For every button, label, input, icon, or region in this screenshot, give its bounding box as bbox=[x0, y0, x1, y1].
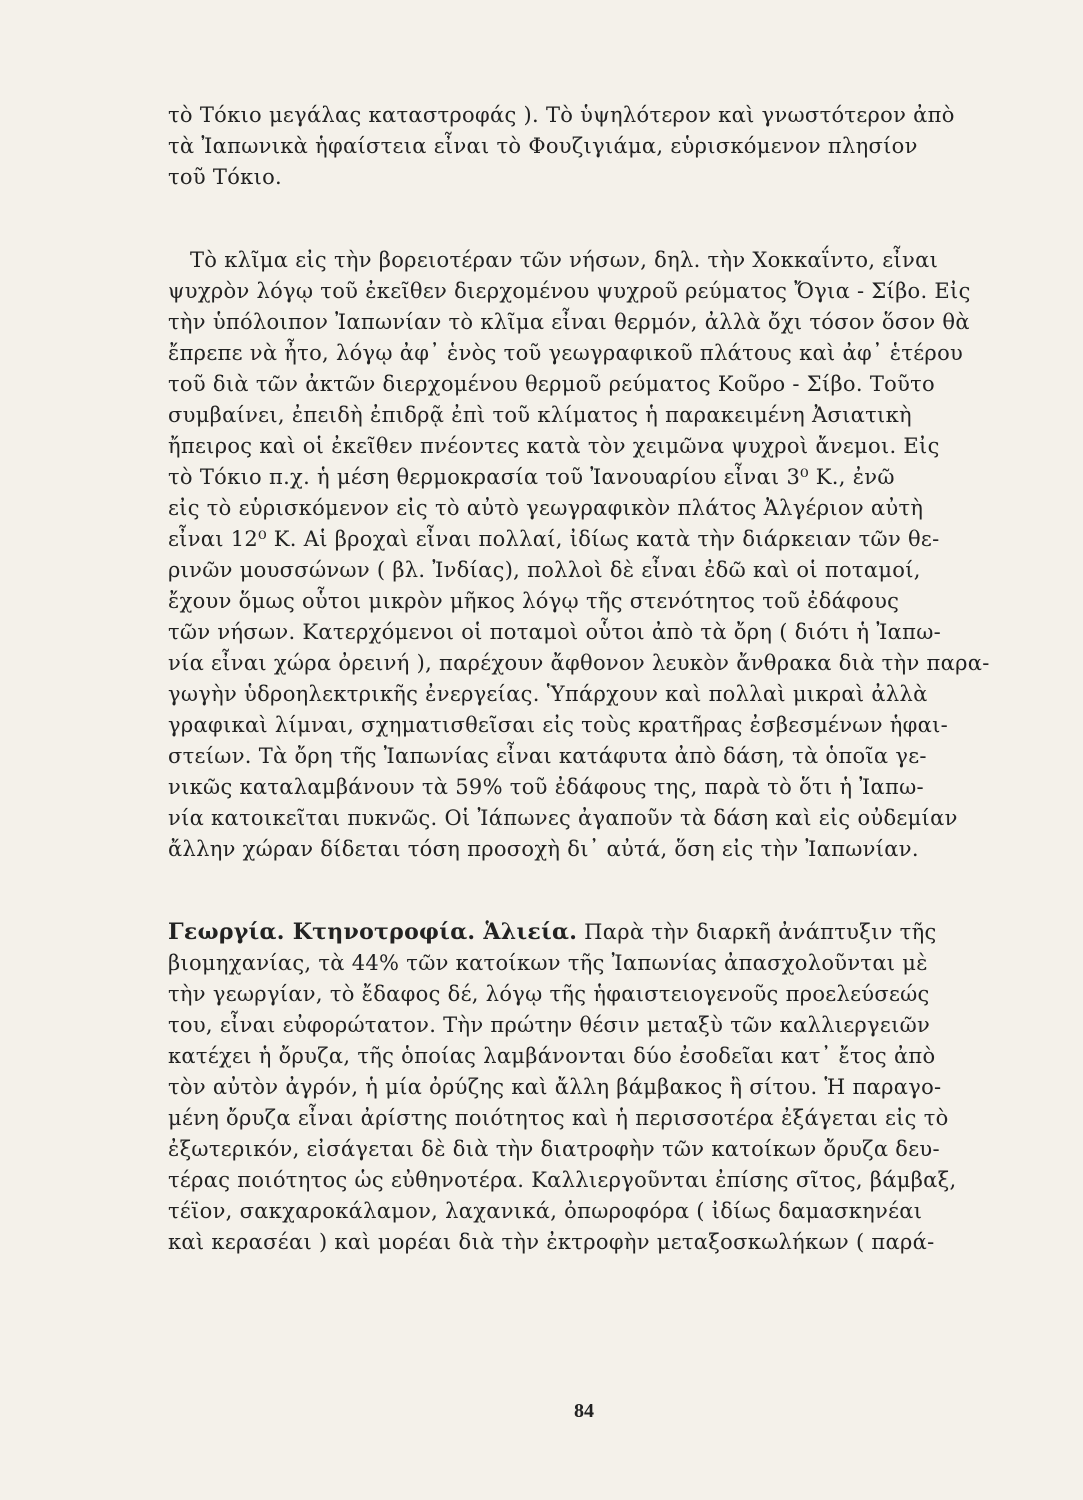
text-line bbox=[168, 917, 1018, 948]
text-line: τὴν ὑπόλοιπον Ἰαπωνίαν τὸ κλῖμα εἶναι θερμόν, ἀλλὰ ὄχι τόσον ὅσον θὰ bbox=[168, 310, 970, 334]
text-line: στείων. Τὰ ὄρη τῆς Ἰαπωνίας εἶναι κατάφυτα ἀπὸ δάση, τὰ ὁποῖα γε- bbox=[168, 744, 927, 768]
paragraph-agriculture bbox=[168, 917, 1018, 1258]
text-line: ἔχουν ὅμως οὗτοι μικρὸν μῆκος λόγῳ τῆς στενότητος τοῦ ἐδάφους bbox=[168, 589, 900, 613]
page-number: 84 bbox=[574, 1400, 594, 1422]
text-line: ἄλλην χώραν δίδεται τόση προσοχὴ δι᾽ αὐτά, ὅση εἰς τὴν Ἰαπωνίαν. bbox=[168, 837, 919, 861]
paragraph-gap bbox=[168, 865, 1018, 917]
document-page bbox=[168, 100, 1018, 1258]
text-line: τῶν νήσων. Κατερχόμενοι οἱ ποταμοὶ οὗτοι ἀπὸ τὰ ὄρη ( διότι ἡ Ἰαπω- bbox=[168, 620, 942, 644]
text-line: βιομηχανίας, τὰ 44% τῶν κατοίκων τῆς Ἰαπωνίας ἀπασχολοῦνται μὲ bbox=[168, 951, 928, 975]
text-line: συμβαίνει, ἐπειδὴ ἐπιδρᾷ ἐπὶ τοῦ κλίματος ἡ παρακειμένη Ἀσιατικὴ bbox=[168, 403, 912, 427]
heading-line-rest: Παρὰ τὴν διαρκῆ ἀνάπτυξιν τῆς bbox=[577, 920, 937, 944]
text-line: γωγὴν ὑδροηλεκτρικῆς ἐνεργείας. Ὑπάρχουν καὶ πολλαὶ μικραὶ ἀλλὰ bbox=[168, 682, 928, 706]
text-line: ρινῶν μουσσώνων ( βλ. Ἰνδίας), πολλοὶ δὲ εἶναι ἐδῶ καὶ οἱ ποταμοί, bbox=[168, 558, 921, 582]
text-line: ἐξωτερικόν, εἰσάγεται δὲ διὰ τὴν διατροφὴν τῶν κατοίκων ὄρυζα δευ- bbox=[168, 1137, 940, 1161]
text-line: νία εἶναι χώρα ὀρεινή ), παρέχουν ἄφθονον λευκὸν ἄνθρακα διὰ τὴν παρα- bbox=[168, 651, 990, 675]
text-line: ψυχρὸν λόγῳ τοῦ ἐκεῖθεν διερχομένου ψυχροῦ ρεύματος Ὄγια - Σίβο. Εἰς bbox=[168, 279, 971, 303]
text-line: τέϊον, σακχαροκάλαμον, λαχανικά, ὀπωροφόρα ( ἰδίως δαμασκηνέαι bbox=[168, 1199, 923, 1223]
text-line: τὸ Τόκιο μεγάλας καταστροφάς ). Τὸ ὑψηλότερον καὶ γνωστότερον ἀπὸ bbox=[168, 103, 955, 127]
text-line: εἶναι 12⁰ Κ. Αἱ βροχαὶ εἶναι πολλαί, ἰδίως κατὰ τὴν διάρκειαν τῶν θε- bbox=[168, 527, 940, 551]
text-line: νία κατοικεῖται πυκνῶς. Οἱ Ἰάπωνες ἀγαποῦν τὰ δάση καὶ εἰς οὐδεμίαν bbox=[168, 806, 958, 830]
text-line: κατέχει ἡ ὄρυζα, τῆς ὁποίας λαμβάνονται δύο ἐσοδεῖαι κατ᾽ ἔτος ἀπὸ bbox=[168, 1044, 936, 1068]
text-line: Τὸ κλῖμα εἰς τὴν βορειοτέραν τῶν νήσων, δηλ. τὴν Χοκκαΐντο, εἶναι bbox=[190, 248, 939, 272]
text-line: γραφικαὶ λίμναι, σχηματισθεῖσαι εἰς τοὺς κρατῆρας ἐσβεσμένων ἡφαι- bbox=[168, 713, 949, 737]
text-line: ἤπειρος καὶ οἱ ἐκεῖθεν πνέοντες κατὰ τὸν χειμῶνα ψυχροὶ ἄνεμοι. Εἰς bbox=[168, 434, 940, 458]
text-line: μένη ὄρυζα εἶναι ἀρίστης ποιότητος καὶ ἡ περισσοτέρα ἐξάγεται εἰς τὸ bbox=[168, 1106, 949, 1130]
text-line: νικῶς καταλαμβάνουν τὰ 59% τοῦ ἐδάφους της, παρὰ τὸ ὅτι ἡ Ἰαπω- bbox=[168, 775, 924, 799]
paragraph-fujiyama bbox=[168, 100, 1018, 193]
text-line: τὸν αὐτὸν ἀγρόν, ἡ μία ὀρύζης καὶ ἄλλη βάμβακος ἢ σίτου. Ἡ παραγο- bbox=[168, 1075, 942, 1099]
text-line: ἔπρεπε νὰ ἦτο, λόγῳ ἀφ᾽ ἑνὸς τοῦ γεωγραφικοῦ πλάτους καὶ ἀφ᾽ ἑτέρου bbox=[168, 341, 964, 365]
text-line: καὶ κερασέαι ) καὶ μορέαι διὰ τὴν ἐκτροφὴν μεταξοσκωλήκων ( παρά- bbox=[168, 1230, 935, 1254]
text-line: του, εἶναι εὐφορώτατον. Τὴν πρώτην θέσιν μεταξὺ τῶν καλλιεργειῶν bbox=[168, 1013, 931, 1037]
text-line: τὰ Ἰαπωνικὰ ἡφαίστεια εἶναι τὸ Φουζιγιάμα, εὑρισκόμενον πλησίον bbox=[168, 134, 918, 158]
paragraph-gap bbox=[168, 193, 1018, 245]
text-line: τὴν γεωργίαν, τὸ ἔδαφος δέ, λόγῳ τῆς ἡφαιστειογενοῦς προελεύσεώς bbox=[168, 982, 930, 1006]
paragraph-climate bbox=[168, 245, 1018, 865]
text-line: τὸ Τόκιο π.χ. ἡ μέση θερμοκρασία τοῦ Ἰανουαρίου εἶναι 3⁰ Κ., ἐνῶ bbox=[168, 465, 895, 489]
text-line: τοῦ Τόκιο. bbox=[168, 165, 283, 189]
text-line: εἰς τὸ εὑρισκόμενον εἰς τὸ αὐτὸ γεωγραφικὸν πλάτος Ἀλγέριον αὐτὴ bbox=[168, 496, 924, 520]
text-line: τοῦ διὰ τῶν ἀκτῶν διερχομένου θερμοῦ ρεύματος Κοῦρο - Σίβο. Τοῦτο bbox=[168, 372, 935, 396]
text-line: τέρας ποιότητος ὡς εὐθηνοτέρα. Καλλιεργοῦνται ἐπίσης σῖτος, βάμβαξ, bbox=[168, 1168, 957, 1192]
section-heading: Γεωργία. Κτηνοτροφία. Ἁλιεία. bbox=[168, 919, 578, 945]
